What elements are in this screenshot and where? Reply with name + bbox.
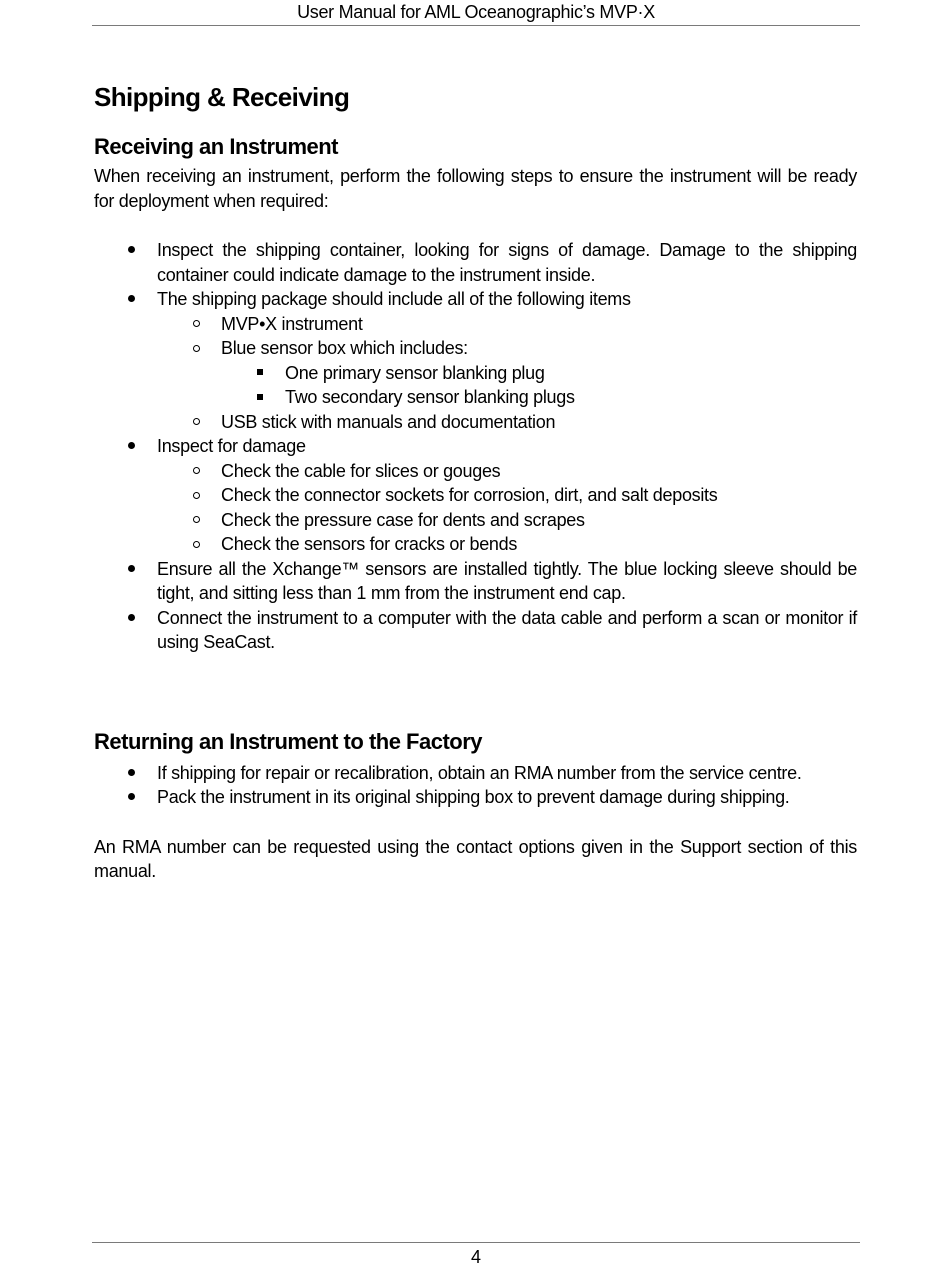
list-item: If shipping for repair or recalibration, obtain an RMA number from the service centre. [94,761,857,786]
list-item: Pack the instrument in its original shipping box to prevent damage during shipping. [94,785,857,810]
list-item: The shipping package should include all of the following items MVP•X instrument Blue sensor box which includes: One primary sensor blanking plug Two secondary sensor blanking plugs USB stick with manuals and documentation [94,287,857,434]
section-title: Shipping & Receiving [94,82,350,112]
bullet-circle [189,312,203,337]
bullet-dot [124,785,138,810]
rma-note: An RMA number can be requested using the contact options given in the Support section of this manual. [94,836,857,881]
bullet-dot [124,606,138,631]
bullet-dot [124,761,138,786]
receiving-list [94,238,857,655]
bullet-dot [124,238,138,263]
bullet-circle [189,532,203,557]
list-item: USB stick with manuals and documentation [157,410,857,435]
page-header [92,0,860,26]
page-number: 4 [470,1247,481,1267]
receiving-intro: When receiving an instrument, perform the following steps to ensure the instrument will be ready for deployment when required: [94,166,857,211]
list-item: Check the sensors for cracks or bends [157,532,857,557]
sensor-box-list [221,361,857,410]
list-item: Two secondary sensor blanking plugs [221,385,857,410]
header-title: User Manual for AML Oceanographic’s MVP·X [297,2,655,22]
damage-check-list [157,459,857,557]
page-content [94,80,857,884]
bullet-dot [124,557,138,582]
list-item: Check the connector sockets for corrosion, dirt, and salt deposits [157,483,857,508]
returning-heading: Returning an Instrument to the Factory [94,728,483,754]
list-item: Check the pressure case for dents and scrapes [157,508,857,533]
bullet-circle [189,410,203,435]
list-item: Inspect for damage Check the cable for slices or gouges Check the connector sockets for corrosion, dirt, and salt deposits Check the pressure case for dents and scrapes Check the sensors for cracks or bends [94,434,857,557]
bullet-dot [124,434,138,459]
list-item: Blue sensor box which includes: One primary sensor blanking plug Two secondary sensor blanking plugs [157,336,857,410]
list-item: Connect the instrument to a computer with the data cable and perform a scan or monitor if using SeaCast. [94,606,857,655]
list-item: Ensure all the Xchange™ sensors are installed tightly. The blue locking sleeve should be tight, and sitting less than 1 mm from the instrument end cap. [94,557,857,606]
package-items-list [157,312,857,435]
receiving-heading: Receiving an Instrument [94,134,339,159]
bullet-square [253,385,267,410]
returning-list [94,761,857,810]
list-item: One primary sensor blanking plug [221,361,857,386]
bullet-circle [189,336,203,361]
list-item: Inspect the shipping container, looking for signs of damage. Damage to the shipping container could indicate damage to the instrument inside. [94,238,857,287]
bullet-square [253,361,267,386]
list-item: Check the cable for slices or gouges [157,459,857,484]
list-item: MVP•X instrument [157,312,857,337]
bullet-circle [189,459,203,484]
bullet-circle [189,508,203,533]
bullet-circle [189,483,203,508]
bullet-dot [124,287,138,312]
